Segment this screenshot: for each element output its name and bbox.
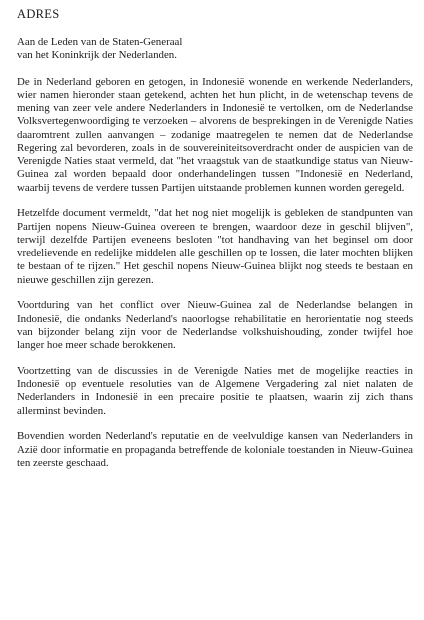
address-block	[17, 36, 413, 63]
address-line: van het Koninkrijk der Nederlanden.	[17, 49, 177, 62]
document-page	[17, 7, 413, 483]
paragraph: Hetzelfde document vermeldt, "dat het nog niet mogelijk is gebleken de standpunten van Partijen nopens Nieuw-Guinea overeen te brengen, waardoor deze in geschil blijven", terwijl dezelfde Partijen eveneens besloten "tot handhaving van het beginsel om door vredelievende en redelijke middelen alle geschillen op te lossen, die later mochten blijken te bestaan of te rijzen." Het geschil nopens Nieuw-Guinea blijkt nog steeds te bestaan en nieuwe geschillen zijn gerezen.	[17, 207, 413, 286]
paragraph: Voortduring van het conflict over Nieuw-Guinea zal de Nederlandse belangen in Indonesië, die ondanks Nederland's naoorlogse rehabilitatie en herorientatie nog steeds van bijzonder belang zijn voor de Nederlandse volkshuishouding, zonder twijfel hoe langer hoe meer schade berokkenen.	[17, 299, 413, 351]
paragraph: Bovendien worden Nederland's reputatie en de veelvuldige kansen van Nederlanders in Azië door informatie en propaganda betreffende de koloniale toestanden in Nieuw-Guinea ten zeerste geschaad.	[17, 430, 413, 469]
paragraph: De in Nederland geboren en getogen, in Indonesië wonende en werkende Nederlanders, wier namen hieronder staan getekend, achten het hun plicht, in de wetenschap tevens de mening van zeer vele andere Nederlanders in Indonesië te vertolken, om de Nederlandse Volksvertegenwoordiging te verzoeken – alvorens de besprekingen in de Verenigde Naties daaromtrent zullen aanvangen – zodanige maatregelen te nemen dat de Nederlandse Regering zal bevorderen, zoals in de souvereiniteitsoverdracht onder de auspicien van de Verenigde Naties staat vermeld, dat "het vraagstuk van de staatkundige status van Nieuw-Guinea zal worden bepaald door onderhandelingen tussen "Indonesië en Nederland, waarbij tevens de verdere tussen Partijen uitstaande problemen kunnen worden geregeld.	[17, 75, 413, 194]
address-line: Aan de Leden van de Staten-Generaal	[17, 36, 183, 48]
paragraph: Voortzetting van de discussies in de Verenigde Naties met de mogelijke reacties in Indonesië op eventuele resoluties van de Algemene Vergadering zal niet nalaten de Nederlanders in Indonesië in een precaire positie te plaatsen, waarin zij zich thans allerminst bevinden.	[17, 364, 413, 417]
document-heading: ADRES	[17, 7, 60, 21]
